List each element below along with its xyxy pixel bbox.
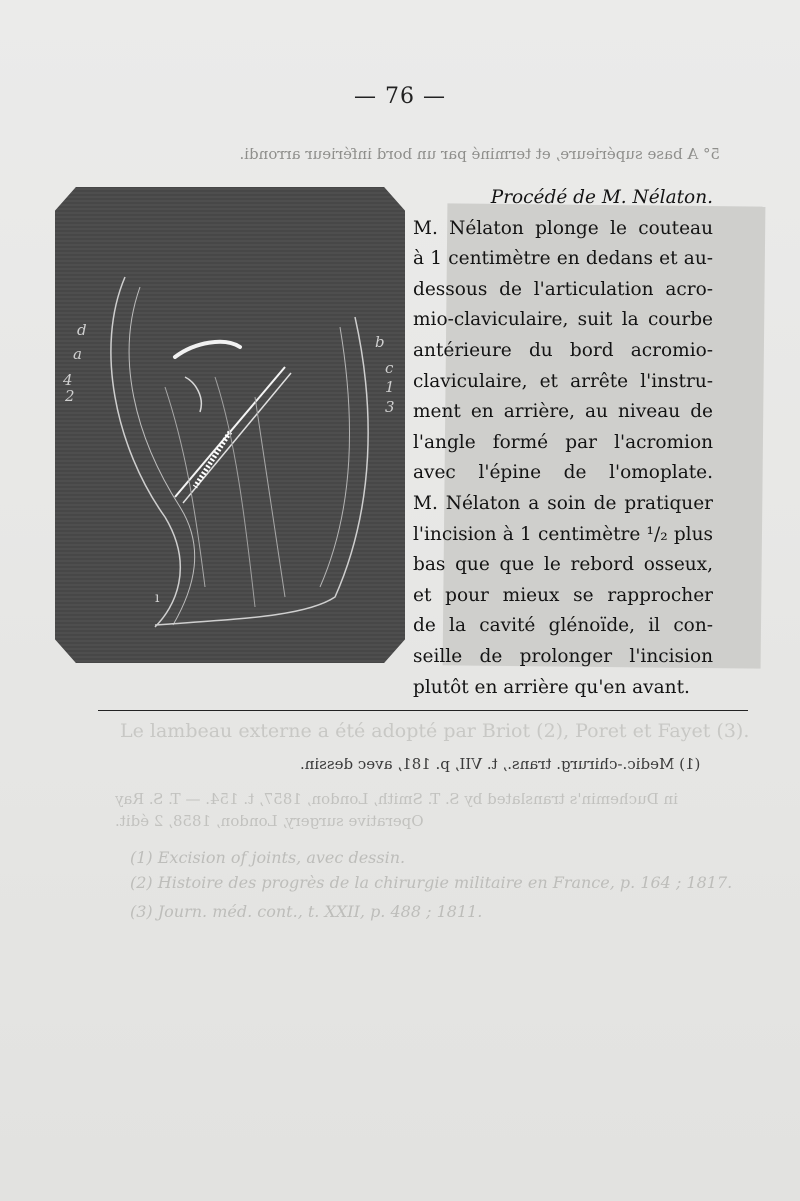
body-line: et pour mieux se rapprocher — [413, 584, 713, 606]
body-line: l'angle formé par l'acromion — [413, 431, 713, 453]
body-line: M. Nélaton plonge le couteau — [413, 217, 713, 239]
body-line: dessous de l'articulation acro- — [413, 278, 713, 300]
figure-label-right-1: c — [385, 359, 394, 377]
body-line: ment en arrière, au niveau de — [413, 401, 713, 423]
footnote-rule — [98, 710, 748, 711]
body-line: l'incision à 1 centimètre ¹/₂ plus — [413, 523, 713, 545]
show-through-line: (1) Excision of joints, avec dessin. — [130, 848, 406, 867]
shoulder-engraving — [55, 187, 405, 663]
figure-label-right-3: 3 — [385, 398, 395, 416]
body-line: bas que que le rebord osseux, — [413, 554, 713, 576]
body-line: mio-claviculaire, suit la courbe — [413, 309, 713, 331]
body-line: M. Nélaton a soin de pratiquer — [413, 492, 713, 514]
body-line: de la cavité glénoïde, il con- — [413, 615, 713, 637]
show-through-line: Le lambeau externe a été adopté par Briot (2), Poret et Fayet (3). — [120, 720, 750, 742]
figure-label-left-2: 4 — [63, 371, 73, 389]
figure-label-left-0: d — [77, 321, 87, 339]
figure-label-right-0: b — [375, 333, 385, 351]
show-through-line: (2) Histoire des progrès de la chirurgie militaire en France, p. 164 ; 1817. — [130, 873, 733, 892]
body-line: claviculaire, et arrête l'instru- — [413, 370, 713, 392]
figure-label-right-2: 1 — [385, 378, 395, 396]
body-line: plutôt en arrière qu'en avant. — [413, 676, 690, 698]
body-line: seille de prolonger l'incision — [413, 645, 713, 667]
figure-label-bottom: ı — [155, 590, 160, 606]
body-line: antérieure du bord acromio- — [413, 339, 713, 361]
page-number: — 76 — — [354, 84, 446, 109]
figure-label-left-1: a — [73, 345, 82, 363]
show-through-line: in Duchemin's translated by S. T. Smith, London, 1857, t. 154. — T. S. Ray — [115, 790, 678, 808]
show-through-line: Operative surgery, London, 1858, 2 édit. — [115, 812, 424, 830]
anatomical-plate — [55, 187, 405, 663]
figure-label-left-3: 2 — [65, 387, 75, 405]
show-through-top-line: 5° A base supérieure, et terminé par un bord inférieur arrondi. — [239, 145, 720, 163]
mirrored-footnote: (1) Medic.-chirurg. trans., t. VII, p. 181, avec dessin. — [300, 755, 701, 773]
section-heading: Procédé de M. Nélaton. — [490, 187, 713, 208]
body-text-block — [413, 183, 713, 703]
show-through-line: (3) Journ. méd. cont., t. XXII, p. 488 ; 1811. — [130, 902, 483, 921]
body-line: à 1 centimètre en dedans et au- — [413, 248, 713, 270]
body-line: avec l'épine de l'omoplate. — [413, 462, 713, 484]
